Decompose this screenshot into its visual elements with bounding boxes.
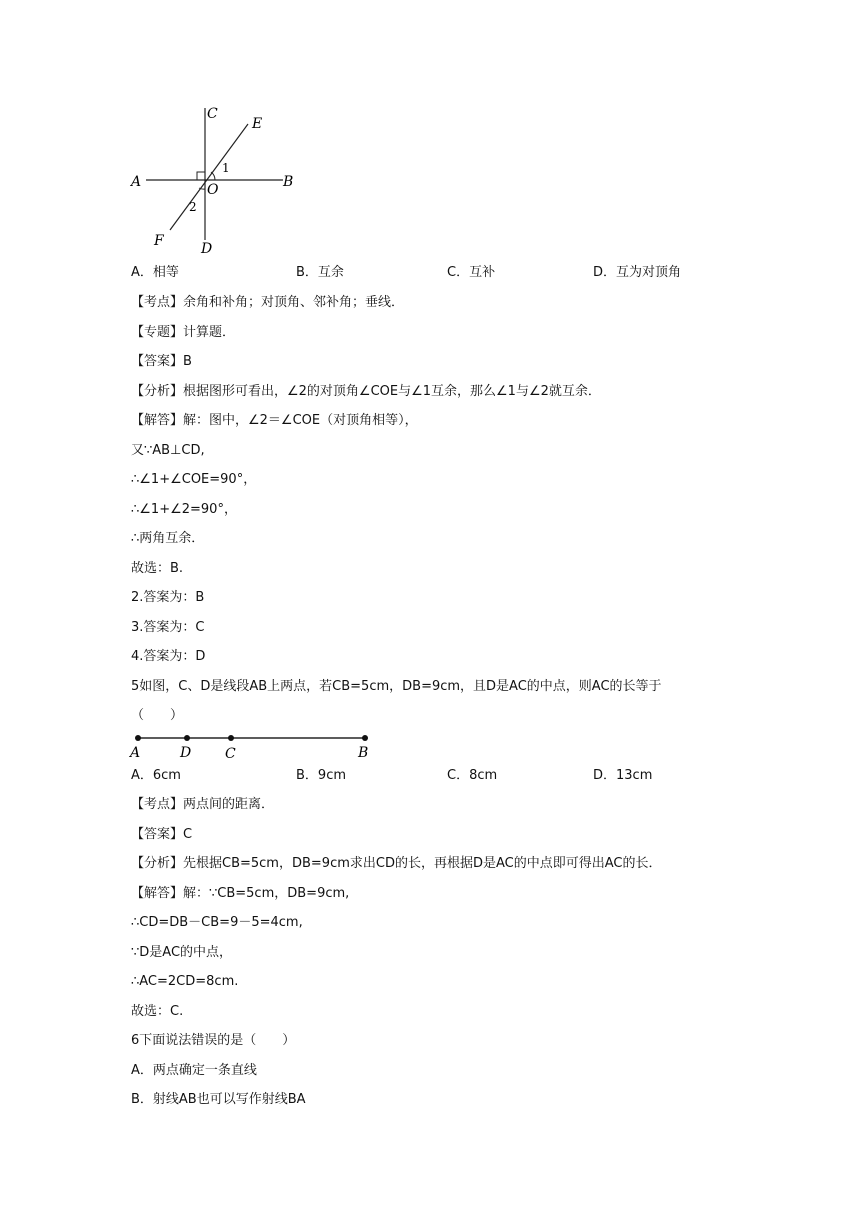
q4-option-d: D．互为对顶角 bbox=[593, 265, 682, 280]
q4-step3: ∴∠1+∠2=90°， bbox=[131, 502, 237, 517]
q6-stem: 6下面说法错误的是（ ） bbox=[131, 1033, 296, 1048]
label-f: F bbox=[154, 233, 164, 249]
figure-segment bbox=[128, 728, 378, 764]
q4-kaodian: 【考点】余角和补角；对顶角、邻补角；垂线． bbox=[131, 295, 405, 310]
figure-angles bbox=[128, 100, 303, 260]
q4-guxuan: 故选：B. bbox=[131, 561, 184, 576]
q4-zhuanti: 【专题】计算题． bbox=[131, 325, 236, 340]
q4-step4: ∴两角互余． bbox=[131, 531, 205, 546]
q5-option-d: D．13cm bbox=[593, 768, 653, 783]
point-a bbox=[135, 735, 141, 741]
q5-stem-paren: （ ） bbox=[131, 708, 184, 723]
q5-stem: 5如图，C、D是线段AB上两点，若CB=5cm，DB=9cm，且D是AC的中点，则AC的长等于 bbox=[131, 679, 662, 694]
seg-label-b: B bbox=[358, 745, 369, 761]
label-o: O bbox=[207, 182, 219, 198]
q6-option-a: A．两点确定一条直线 bbox=[131, 1063, 257, 1078]
q4-jieda: 【解答】解：图中，∠2＝∠COE（对顶角相等）， bbox=[131, 413, 418, 428]
label-d: D bbox=[201, 241, 213, 257]
seg-label-d: D bbox=[180, 745, 192, 761]
point-c bbox=[228, 735, 234, 741]
label-a: A bbox=[131, 174, 142, 190]
q4-option-b: B．互余 bbox=[296, 265, 344, 280]
q5-guxuan: 故选：C. bbox=[131, 1004, 184, 1019]
q4-step1: 又∵AB⊥CD, bbox=[131, 443, 205, 458]
q4-fenxi: 【分析】根据图形可看出，∠2的对顶角∠COE与∠1互余，那么∠1与∠2就互余． bbox=[131, 384, 601, 399]
q5-kaodian: 【考点】两点间的距离． bbox=[131, 797, 275, 812]
label-e: E bbox=[252, 116, 263, 132]
angle-2-arc bbox=[199, 188, 205, 189]
q5-fenxi: 【分析】先根据CB=5cm，DB=9cm求出CD的长，再根据D是AC的中点即可得出AC的长． bbox=[131, 856, 662, 871]
q5-daan: 【答案】C bbox=[131, 827, 193, 842]
q4-daan: 【答案】B bbox=[131, 354, 192, 369]
seg-label-c: C bbox=[225, 746, 236, 762]
answer-3: 3.答案为：C bbox=[131, 620, 205, 635]
q5-option-c: C．8cm bbox=[447, 768, 498, 783]
q5-step2: ∵D是AC的中点， bbox=[131, 945, 233, 960]
label-c: C bbox=[207, 106, 218, 122]
label-b: B bbox=[283, 174, 294, 190]
q6-option-b: B．射线AB也可以写作射线BA bbox=[131, 1092, 306, 1107]
seg-label-a: A bbox=[130, 745, 141, 761]
answer-4: 4.答案为：D bbox=[131, 649, 206, 664]
q4-step2: ∴∠1+∠COE=90°， bbox=[131, 472, 257, 487]
q5-option-a: A．6cm bbox=[131, 768, 181, 783]
point-b bbox=[362, 735, 368, 741]
point-d bbox=[184, 735, 190, 741]
right-angle-mark bbox=[197, 172, 205, 180]
label-2: 2 bbox=[189, 200, 197, 214]
label-1: 1 bbox=[222, 161, 230, 175]
q5-step1: ∴CD=DB－CB=9－5=4cm, bbox=[131, 915, 303, 930]
q5-option-b: B．9cm bbox=[296, 768, 347, 783]
line-ef bbox=[170, 124, 248, 230]
q5-jieda: 【解答】解：∵CB=5cm，DB=9cm, bbox=[131, 886, 350, 901]
q4-option-c: C．互补 bbox=[447, 265, 496, 280]
q4-option-a: A．相等 bbox=[131, 265, 179, 280]
q5-step3: ∴AC=2CD=8cm. bbox=[131, 974, 239, 989]
answer-2: 2.答案为：B bbox=[131, 590, 205, 605]
